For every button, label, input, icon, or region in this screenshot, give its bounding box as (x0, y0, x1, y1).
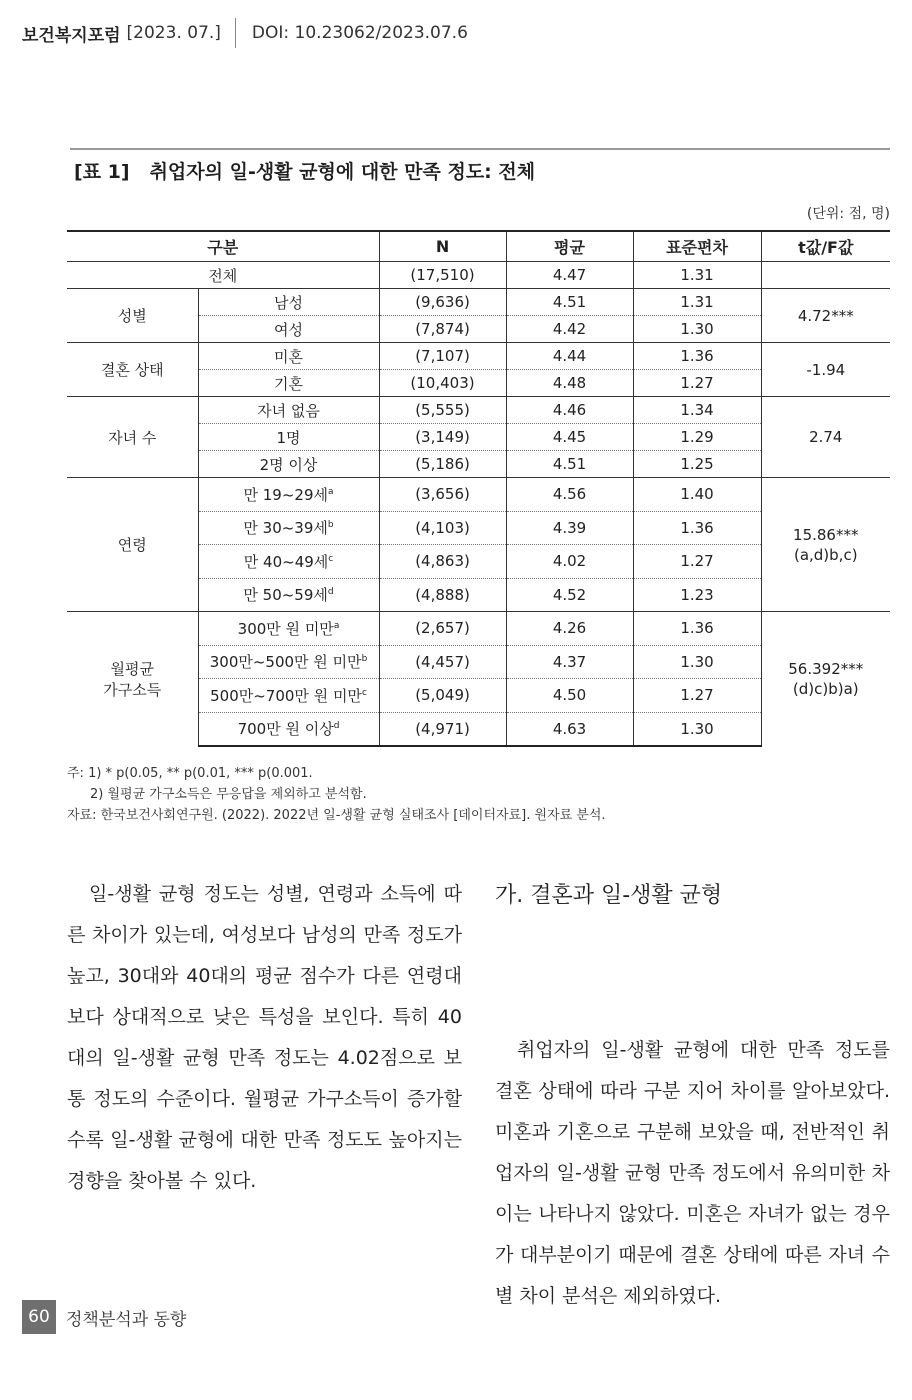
cell-n: (5,555) (379, 397, 506, 424)
table-name: 취업자의 일-생활 균형에 대한 만족 정도: 전체 (149, 161, 536, 183)
cell-n: (3,656) (379, 478, 506, 512)
table-row (67, 478, 890, 512)
cell-sd: 1.30 (633, 645, 761, 679)
table-row (67, 612, 890, 646)
cell-sd: 1.34 (633, 397, 761, 424)
cell-mean: 4.51 (506, 451, 633, 478)
cell-sd: 1.30 (633, 712, 761, 746)
cell-n: (5,186) (379, 451, 506, 478)
header-divider (235, 18, 236, 48)
col-header-n: N (379, 231, 506, 262)
cell-stat (761, 262, 890, 289)
cell-n: (4,103) (379, 511, 506, 545)
cell-n: (7,107) (379, 343, 506, 370)
col-header-stat: t값/F값 (761, 231, 890, 262)
cell-mean: 4.02 (506, 545, 633, 579)
row-label: 300만 원 미만$^a$ (198, 612, 379, 646)
note-significance: 주: 1) * p(0.05, ** p(0.01, *** p(0.001. (67, 766, 313, 781)
row-label: 500만~700만 원 미만$^c$ (198, 679, 379, 713)
group-label: 연령 (67, 478, 198, 612)
cell-mean: 4.48 (506, 370, 633, 397)
cell-mean: 4.44 (506, 343, 633, 370)
cell-sd: 1.29 (633, 424, 761, 451)
group-label: 자녀 수 (67, 397, 198, 478)
satisfaction-table (67, 230, 890, 747)
cell-n: (9,636) (379, 289, 506, 316)
cell-sd: 1.27 (633, 370, 761, 397)
cell-sd: 1.30 (633, 316, 761, 343)
cell-n: (2,657) (379, 612, 506, 646)
body-paragraph: 일-생활 균형 정도는 성별, 연령과 소득에 따른 차이가 있는데, 여성보다 남성의 만족 정도가 높고, 30대와 40대의 평균 점수가 다른 연령대보다 상대적으로 낮은 특성을 보인다. 특히 40대의 일-생활 균형 만족 정도는 4.02점으로 보통 정도의 수준이다. 월평균 가구소득이 증가할수록 일-생활 균형에 대한 만족 정도도 높아지는 경향을 찾아볼 수 있다. (67, 883, 462, 1192)
doi: DOI: 10.23062/2023.07.6 (251, 23, 468, 43)
table-number: [표 1] (74, 161, 130, 183)
cell-n: (5,049) (379, 679, 506, 713)
group-label: 월평균 가구소득 (67, 612, 198, 747)
cell-mean: 4.52 (506, 578, 633, 612)
body-right-column (495, 1030, 890, 1317)
col-header-sd: 표준편차 (633, 231, 761, 262)
row-label-total: 전체 (67, 262, 379, 289)
cell-mean: 4.63 (506, 712, 633, 746)
body-paragraph: 취업자의 일-생활 균형에 대한 만족 정도를 결혼 상태에 따라 구분 지어 차이를 알아보았다. 미혼과 기혼으로 구분해 보았을 때, 전반적인 취업자의 일-생활 균형 만족 정도에서 유의미한 차이는 나타나지 않았다. 미혼은 자녀가 없는 경우가 대부분이기 때문에 결혼 상태에 따른 자녀 수별 차이 분석은 제외하였다. (495, 1039, 890, 1307)
cell-stat: 56.392*** (d)c)b)a) (761, 612, 890, 747)
row-label: 만 19~29세$^a$ (198, 478, 379, 512)
cell-mean: 4.45 (506, 424, 633, 451)
cell-sd: 1.23 (633, 578, 761, 612)
running-header (22, 20, 468, 46)
row-label: 만 30~39세$^b$ (198, 511, 379, 545)
table-row (67, 289, 890, 316)
cell-stat: 15.86*** (a,d)b,c) (761, 478, 890, 612)
cell-mean: 4.39 (506, 511, 633, 545)
journal-name: 보건복지포럼 (22, 25, 121, 46)
cell-sd: 1.40 (633, 478, 761, 512)
cell-stat: 2.74 (761, 397, 890, 478)
cell-mean: 4.50 (506, 679, 633, 713)
group-label: 성별 (67, 289, 198, 343)
cell-mean: 4.56 (506, 478, 633, 512)
cell-n: (4,971) (379, 712, 506, 746)
table-unit: (단위: 점, 명) (806, 206, 890, 222)
cell-sd: 1.36 (633, 612, 761, 646)
section-heading: 가. 결혼과 일-생활 균형 (495, 883, 723, 908)
body-left-column (67, 874, 462, 1202)
col-header-category: 구분 (67, 231, 379, 262)
cell-mean: 4.42 (506, 316, 633, 343)
cell-sd: 1.31 (633, 289, 761, 316)
cell-n: (17,510) (379, 262, 506, 289)
cell-mean: 4.26 (506, 612, 633, 646)
cell-mean: 4.47 (506, 262, 633, 289)
table-row (67, 262, 890, 289)
cell-mean: 4.46 (506, 397, 633, 424)
cell-n: (10,403) (379, 370, 506, 397)
row-label: 2명 이상 (198, 451, 379, 478)
cell-stat: -1.94 (761, 343, 890, 397)
cell-n: (4,863) (379, 545, 506, 579)
row-label: 자녀 없음 (198, 397, 379, 424)
group-label: 결혼 상태 (67, 343, 198, 397)
cell-mean: 4.37 (506, 645, 633, 679)
issue-date: [2023. 07.] (126, 23, 221, 43)
table-header-row (67, 231, 890, 262)
col-header-mean: 평균 (506, 231, 633, 262)
row-label: 여성 (198, 316, 379, 343)
page-footer (22, 1300, 186, 1334)
cell-sd: 1.25 (633, 451, 761, 478)
row-label: 만 50~59세$^d$ (198, 578, 379, 612)
page-number: 60 (22, 1300, 56, 1334)
cell-sd: 1.36 (633, 511, 761, 545)
row-label: 만 40~49세$^c$ (198, 545, 379, 579)
cell-mean: 4.51 (506, 289, 633, 316)
row-label: 1명 (198, 424, 379, 451)
row-label: 300만~500만 원 미만$^b$ (198, 645, 379, 679)
table-row (67, 397, 890, 424)
row-label: 미혼 (198, 343, 379, 370)
cell-sd: 1.27 (633, 545, 761, 579)
note-income: 2) 월평균 가구소득은 무응답을 제외하고 분석함. (90, 787, 367, 802)
cell-sd: 1.27 (633, 679, 761, 713)
row-label: 기혼 (198, 370, 379, 397)
cell-n: (4,457) (379, 645, 506, 679)
cell-sd: 1.36 (633, 343, 761, 370)
row-label: 700만 원 이상$^d$ (198, 712, 379, 746)
cell-n: (7,874) (379, 316, 506, 343)
row-label: 남성 (198, 289, 379, 316)
table-title (70, 148, 890, 184)
note-source: 자료: 한국보건사회연구원. (2022). 2022년 일-생활 균형 실태조사 [데이터자료]. 원자료 분석. (67, 808, 606, 823)
cell-n: (3,149) (379, 424, 506, 451)
table-row (67, 343, 890, 370)
cell-n: (4,888) (379, 578, 506, 612)
table-notes (67, 763, 606, 826)
cell-sd: 1.31 (633, 262, 761, 289)
cell-stat: 4.72*** (761, 289, 890, 343)
footer-section: 정책분석과 동향 (66, 1309, 187, 1330)
